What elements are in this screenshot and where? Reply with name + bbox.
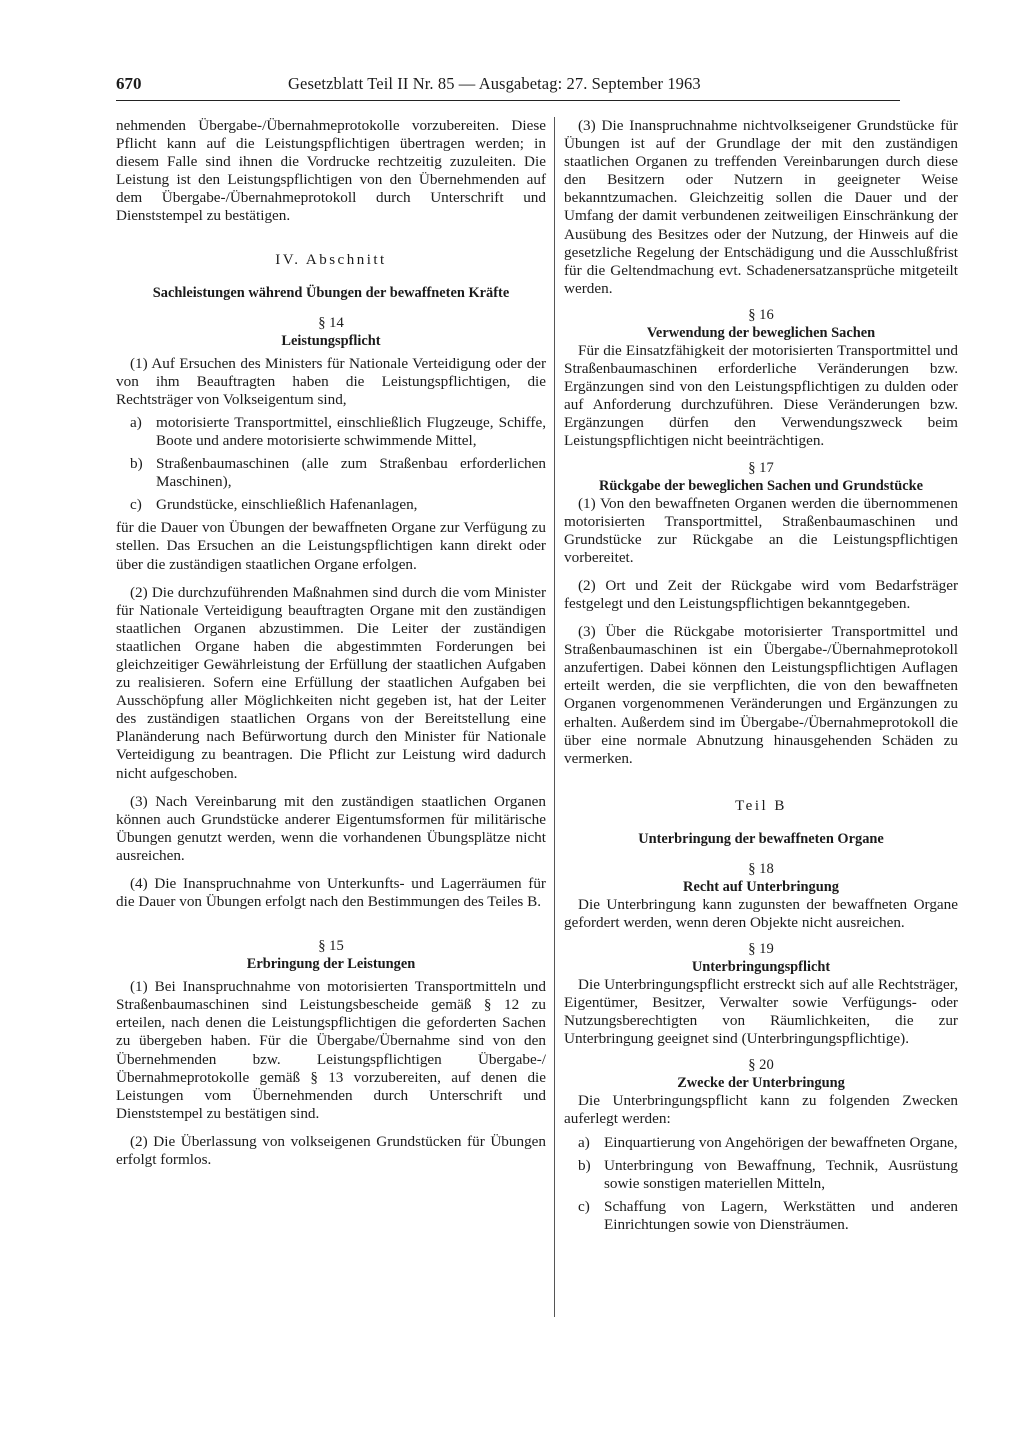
section-title: Sachleistungen während Übungen der bewaffneten Kräfte xyxy=(152,284,510,301)
paragraph-intro: nehmenden Übergabe-/Übernahmeprotokolle vorzubereiten. Diese Pflicht kann auf die Leistungspflichtigen übertragen werden; in diesem Falle sind ihnen die Vordrucke rechtzeitig zuzuleiten. Die Leistung ist den Leistungspflichtigen von den Übernehmenden auf dem Übergabe-/Übernahmeprotokoll durch Unterschrift und Dienststempel zu bestätigen. xyxy=(116,117,546,225)
paragraph-16: Für die Einsatzfähigkeit der motorisierten Transportmittel und Straßenbaumaschinen erforderliche Veränderungen bzw. Ergänzungen sind von den Leistungspflichtigen zu dulden oder auf Anforderung durchzuführen. Diese Veränderungen bzw. Ergänzungen dürfen den Verwendungszweck beim Leistungspflichtigen nicht beeinträchtigen. xyxy=(564,341,958,450)
list-item-text: Schaffung von Lagern, Werkstätten und anderen Einrichtungen sowie von Diensträumen. xyxy=(604,1197,958,1233)
paragraph-15-3: (3) Die Inanspruchnahme nichtvolkseigener Grundstücke für Übungen ist auf der Grundlage der mit den zuständigen staatlichen Organen zu treffenden Vereinbarungen durch diese den Besitzern oder Nutzern in geeigneter Weise bekanntzumachen. Gleichzeitig sollen die Dauer und der Umfang der damit verbundenen zeitweiligen Einschränkung der Ausübung des Besitzes oder der Nutzung, der Hinweis auf die gesetzliche Regelung der Entschädigung und die Ausschlußfrist für die Geltendmachung evt. Schadenersatzansprüche mitgeteilt werden. xyxy=(564,117,958,297)
header-rule xyxy=(116,100,900,101)
paragraph-number-17: § 17 xyxy=(748,459,774,476)
paragraph-19: Die Unterbringungspflicht erstreckt sich auf alle Rechtsträger, Eigentümer, Besitzer, Verwalter sowie Verfügungs- oder Nutzungsberechtigten von Räumlichkeiten, die zur Unterbringung geeignet sind (Unterbringungspflichtige). xyxy=(564,976,958,1048)
paragraph-14-4: (4) Die Inanspruchnahme von Unterkunfts- und Lagerräumen für die Dauer von Übungen erfolgt nach den Bestimmungen des Teiles B. xyxy=(116,875,546,911)
paragraph-14-1-continued: für die Dauer von Übungen der bewaffneten Organe zur Verfügung zu stellen. Das Ersuchen an die Leistungspflichtigen kann direkt oder über die zuständigen staatlichen Organe erfolgen. xyxy=(116,519,546,573)
paragraph-title-15: Erbringung der Leistungen xyxy=(246,956,416,973)
part-title: Unterbringung der bewaffneten Organe xyxy=(638,830,884,847)
list-item-14-a xyxy=(116,414,546,450)
paragraph-18: Die Unterbringung kann zugunsten der bewaffneten Organe gefordert werden, wenn deren Objekte nicht ausreichen. xyxy=(564,895,958,931)
paragraph-title-18: Recht auf Unterbringung xyxy=(683,878,839,895)
page-number: 670 xyxy=(116,74,142,93)
list-item-20-a xyxy=(564,1134,958,1152)
paragraph-number-14: § 14 xyxy=(318,314,344,331)
list-item-20-c xyxy=(564,1198,958,1234)
paragraph-20: Die Unterbringungspflicht kann zu folgenden Zwecken auferlegt werden: xyxy=(564,1092,958,1128)
part-label: Teil B xyxy=(735,797,787,814)
section-label: IV. Abschnitt xyxy=(275,251,387,268)
paragraph-17-2: (2) Ort und Zeit der Rückgabe wird vom Bedarfsträger festgelegt und den Leistungspflichtigen bekanntgegeben. xyxy=(564,576,958,612)
paragraph-title-17: Rückgabe der beweglichen Sachen und Grundstücke xyxy=(599,477,923,494)
list-item-text: Unterbringung von Bewaffnung, Technik, Ausrüstung sowie sonstigen materiellen Mitteln, xyxy=(604,1156,958,1192)
paragraph-title-19: Unterbringungspflicht xyxy=(691,959,831,975)
list-item-20-b xyxy=(564,1157,958,1193)
paragraph-15-1: (1) Bei Inanspruchnahme von motorisierten Transportmitteln und Straßenbaumaschinen sind Leistungsbescheide gemäß § 12 zu erteilen, nach denen die Leistungspflichtigen die geforderten Sachen zu übergeben haben. Für die Übergabe/Übernahme sind von den Übernehmenden bzw. Leistungspflichtigen Übergabe-/Übernahmeprotokolle gemäß § 13 vorzubereiten, auf denen die Leistungen vom Übernehmenden durch Unterschrift und Dienststempel zu bestätigen sind. xyxy=(116,978,546,1122)
right-column xyxy=(564,117,958,1234)
page-header xyxy=(116,74,900,104)
list-item-text: Einquartierung von Angehörigen der bewaffneten Organe, xyxy=(604,1133,958,1151)
paragraph-title-16: Verwendung der beweglichen Sachen xyxy=(646,324,876,341)
list-item-text: motorisierte Transportmittel, einschließlich Flugzeuge, Schiffe, Boote und andere motorisierte schwimmende Mittel, xyxy=(156,413,546,449)
list-item-label: c) xyxy=(130,496,142,514)
list-item-14-b xyxy=(116,455,546,491)
list-item-text: Straßenbaumaschinen (alle zum Straßenbau erforderlichen Maschinen), xyxy=(156,455,546,491)
paragraph-title-20: Zwecke der Unterbringung xyxy=(677,1075,845,1092)
list-item-label: a) xyxy=(578,1133,590,1151)
left-column xyxy=(116,117,546,1169)
paragraph-title-14: Leistungspflicht xyxy=(281,332,381,349)
running-head: Gesetzblatt Teil II Nr. 85 — Ausgabetag: 27. September 1963 xyxy=(288,74,701,93)
paragraph-17-1: (1) Von den bewaffneten Organen werden die übernommenen motorisierten Transportmittel, Straßenbaumaschinen und Grundstücke zur Rückgabe an die Leistungspflichtigen vorbereitet. xyxy=(564,494,958,566)
list-item-text: Grundstücke, einschließlich Hafenanlagen, xyxy=(156,496,418,514)
list-item-label: c) xyxy=(578,1197,590,1215)
paragraph-number-16: § 16 xyxy=(748,306,774,323)
column-divider xyxy=(554,117,555,1317)
paragraph-number-19: § 19 xyxy=(748,941,774,957)
paragraph-14-3: (3) Nach Vereinbarung mit den zuständigen staatlichen Organen können auch Grundstücke anderer Eigentumsformen für militärische Übungen genutzt werden, wenn die vorhandenen Übungsplätze nicht ausreichen. xyxy=(116,792,546,864)
paragraph-17-3: (3) Über die Rückgabe motorisierter Transportmittel und Straßenbaumaschinen ist ein Übergabe-/Übernahmeprotokoll anzufertigen. Dabei können den Leistungspflichtigen Auflagen erteilt werden, die sie verpflichten, die von den bewaffneten Organen vorgenommenen Veränderungen und Ergänzungen zu erhalten. Außerdem sind im Übergabe-/Übernahmeprotokoll die über eine normale Abnutzung hinausgehenden Schäden zu vermerken. xyxy=(564,623,958,767)
paragraph-number-18: § 18 xyxy=(748,860,774,877)
list-item-14-c xyxy=(116,496,546,514)
paragraph-number-20: § 20 xyxy=(748,1057,774,1074)
list-item-label: a) xyxy=(130,413,142,431)
list-item-label: b) xyxy=(578,1156,591,1174)
paragraph-number-15: § 15 xyxy=(318,938,344,955)
paragraph-14-2: (2) Die durchzuführenden Maßnahmen sind durch die vom Minister für Nationale Verteidigung beauftragten Organe mit den zuständigen staatlichen Organen abzustimmen. Die Leiter der zuständigen staatlichen Organe haben die abgestimmten Forderungen bei gleichzeitiger Gewährleistung der Erfüllung der staatlichen Aufgaben zu realisieren. Sofern eine Erfüllung der staatlichen Aufgaben bei Ausschöpfung aller Möglichkeiten nicht gegeben ist, hat der Leiter des zuständigen staatlichen Organs von der Bereitstellung eine Planänderung nach Befürwortung durch den Minister für Nationale Verteidigung zu beantragen. Die Pflicht zur Leistung wird dadurch nicht aufgeschoben. xyxy=(116,583,546,782)
paragraph-15-2: (2) Die Überlassung von volkseigenen Grundstücken für Übungen erfolgt formlos. xyxy=(116,1132,546,1169)
list-item-label: b) xyxy=(130,455,143,473)
paragraph-14-1: (1) Auf Ersuchen des Ministers für Nationale Verteidigung oder der von ihm Beauftragten haben die Leistungspflichtigen, die Rechtsträger von Volkseigentum sind, xyxy=(116,354,546,408)
